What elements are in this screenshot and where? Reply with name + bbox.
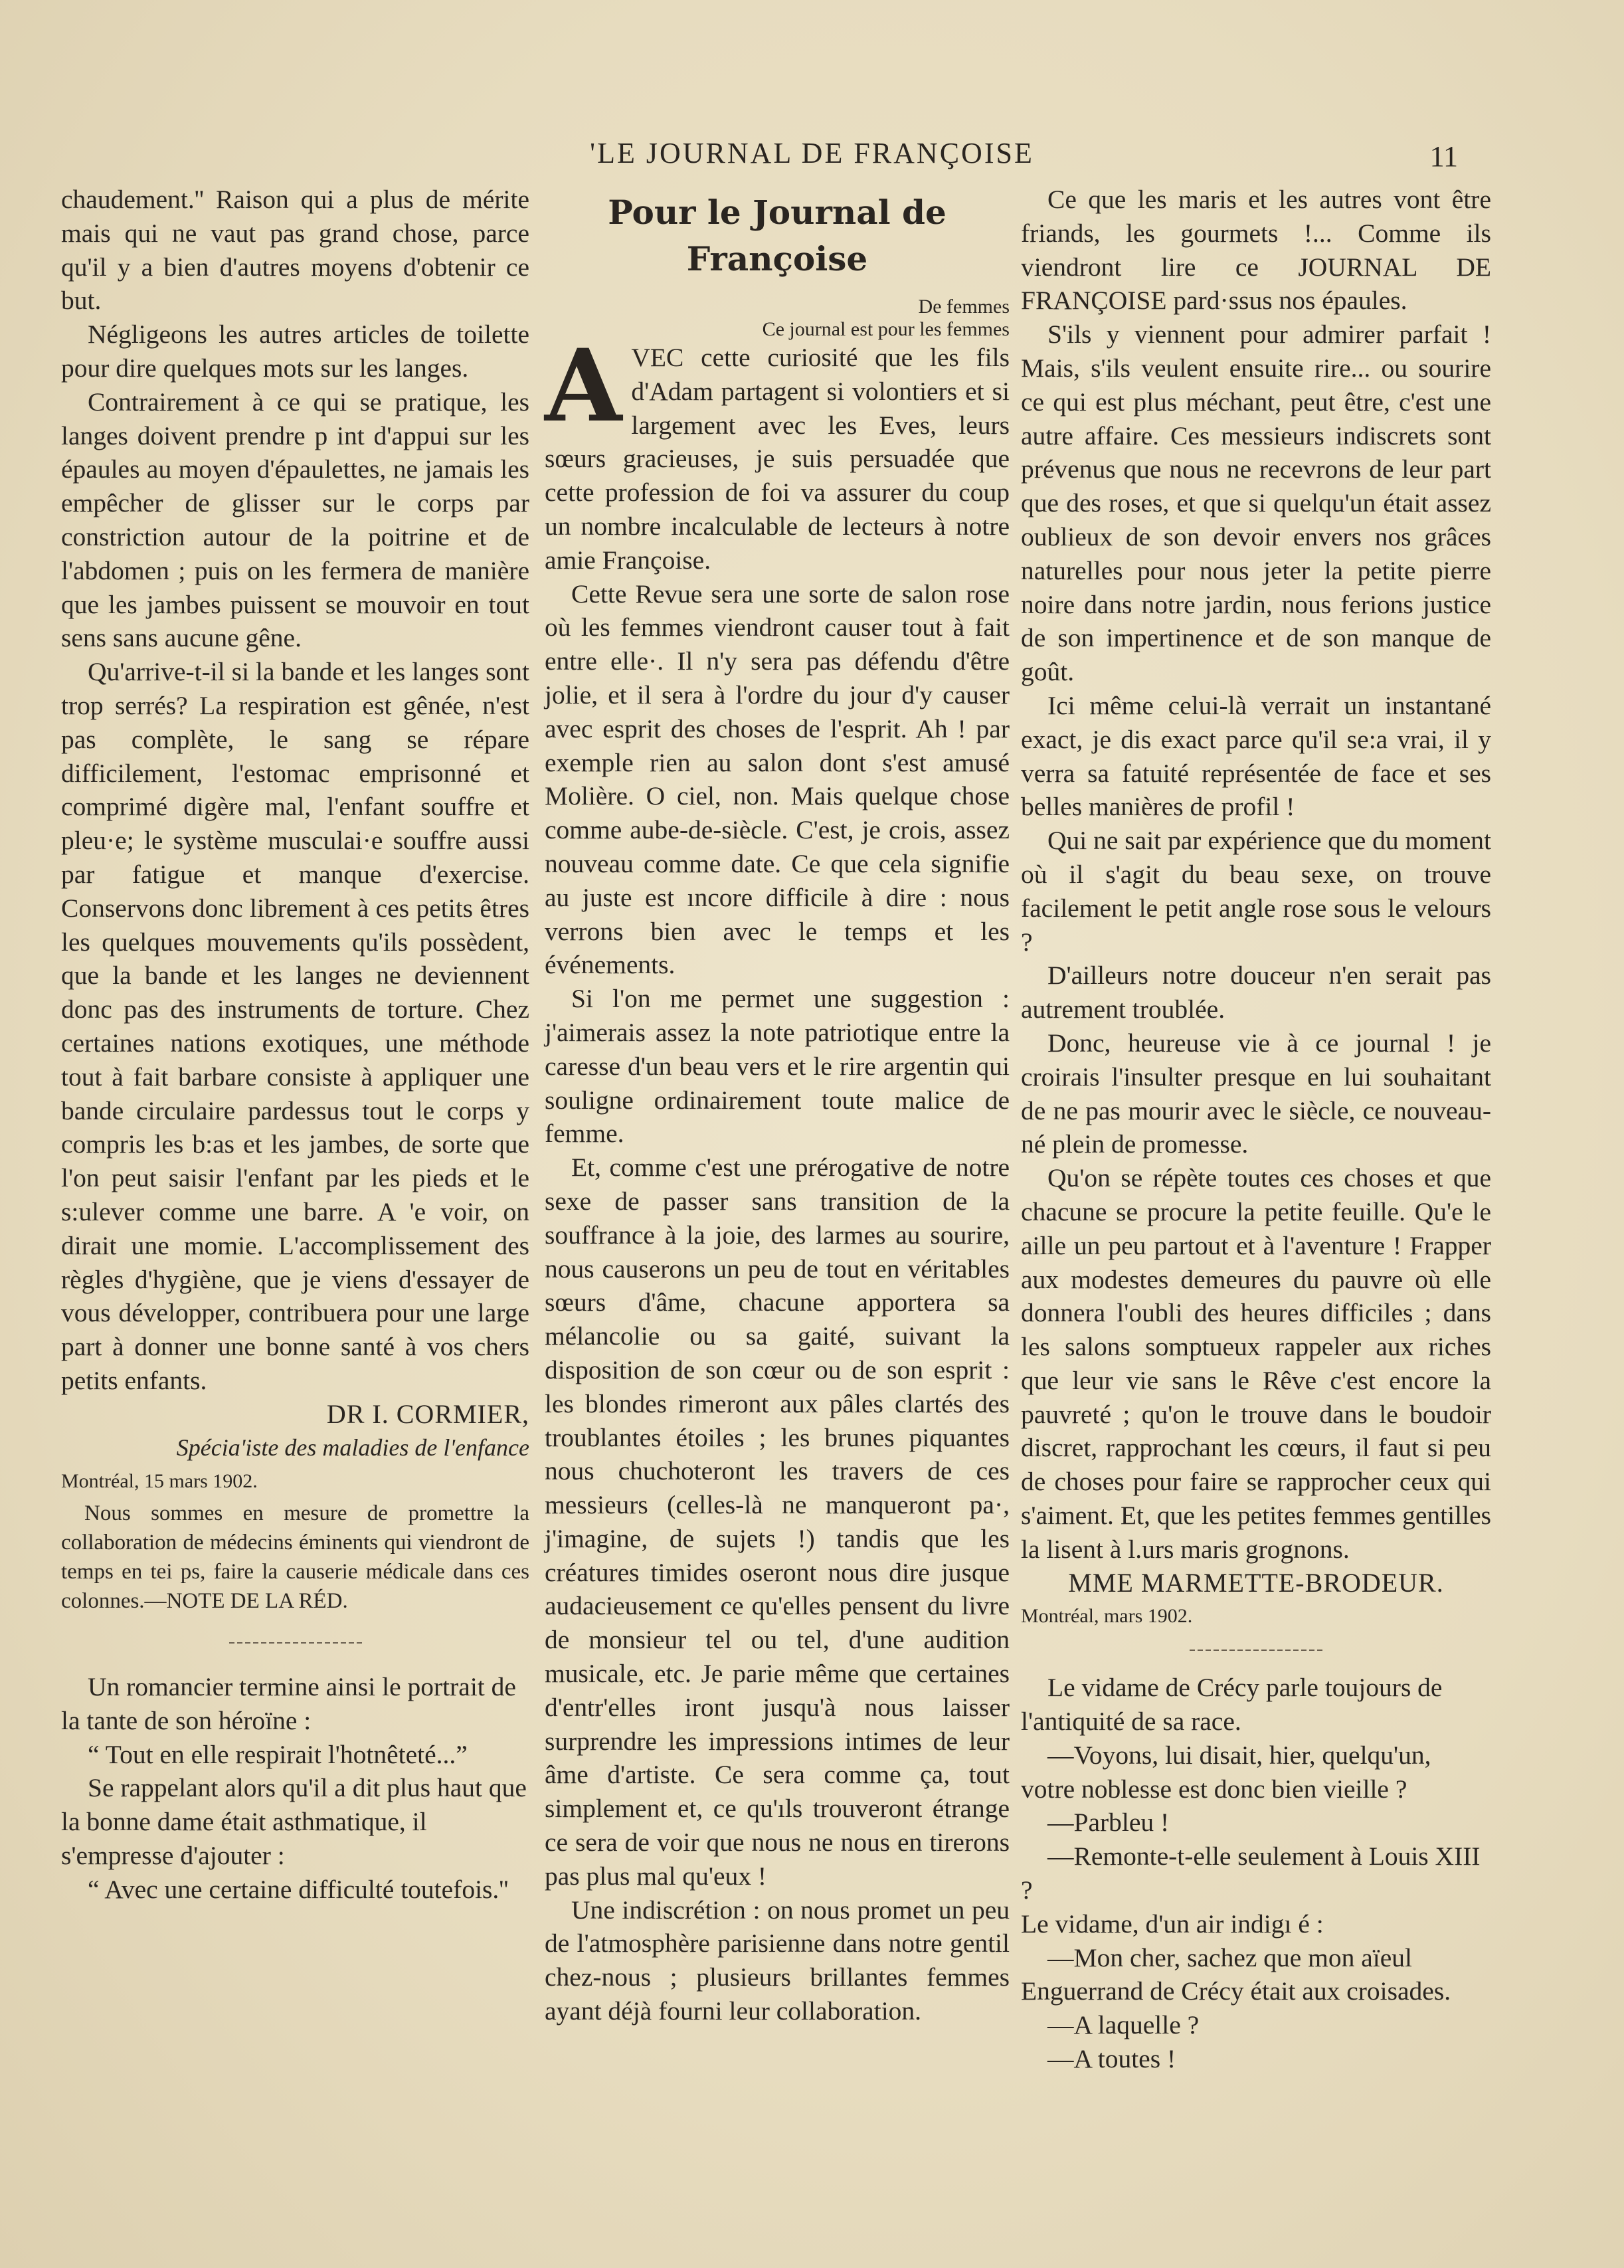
- anecdote: [61, 1670, 529, 1907]
- paragraph: Un romancier termine ainsi le portrait de la tante de son héroïne :: [61, 1672, 516, 1735]
- paragraph: Le vidame de Crécy parle toujours de l'antiquité de sa race.: [1021, 1673, 1443, 1737]
- paragraph: Le vidame, d'un air indigı é :: [1021, 1909, 1324, 1938]
- paragraph: Ce que les maris et les autres vont être friands, les gourmets !... Comme ils viendront lire ce JOURNAL DE FRANÇOISE pard·ssus nos épaules.: [1021, 185, 1491, 316]
- author-signature: DR I. CORMIER,: [326, 1398, 529, 1429]
- section-divider: [229, 1642, 362, 1644]
- paragraph: Si l'on me permet une suggestion : j'aimerais assez la note patriotique entre la caresse d'un beau vers et le rire argentin qui souligne ordinairement toute malice de femme.: [545, 984, 1010, 1149]
- paragraph: “ Avec une certaine difficulté toutefois.'': [88, 1874, 509, 1904]
- paragraph: —A laquelle ?: [1047, 2010, 1200, 2040]
- running-title: 'LE JOURNAL DE FRANÇOISE: [590, 137, 1034, 169]
- paragraph: Se rappelant alors qu'il a dit plus haut que la bonne dame était asthmatique, il s'empresse d'ajouter :: [61, 1773, 527, 1871]
- epigraph-line: De femmes: [918, 296, 1010, 318]
- paragraph: Et, comme c'est une prérogative de notre sexe de passer sans transition de la souffrance à la joie, des larmes au sourire, nous causerons un peu de tout en véritables sœurs d'âme, chacune apportera sa mélancolie ou sa gaité, suivant la disposition de son cœur ou de son esprit : les blondes rimeront aux pâles clartés des troublantes étoiles ; les brunes piquantes nous chuchoteront les travers de ces messieurs (celles-là ne manqueront pa·, j'imagine, de sujets !) tandis que les créatures timides oseront nous dire jusque audacieusement ce qu'elles pensent du livre de monsieur tel ou tel, d'une audition musicale, etc. Je parie même que certaines d'entr'elles iront jusqu'à nous laisser surprendre les impressions intimes de leur âme d'artiste. Ce sera comme ça, tout simplement et, ce qu'ıls trouveront étrange ce sera de voir que nous ne nous en tirerons pas plus mal qu'eux !: [545, 1153, 1010, 1891]
- paragraph: chaudement.'' Raison qui a plus de mérite mais qui ne vaut pas grand chose, parce qu'il y a bien d'autres moyens d'obtenir ce but.: [61, 185, 529, 316]
- editor-note-credit: NOTE DE LA RÉD.: [166, 1589, 348, 1614]
- paragraph: —Voyons, lui disait, hier, quelqu'un, votre noblesse est donc bien vieille ?: [1021, 1740, 1431, 1804]
- epigraph-line: Ce journal est pour les femmes: [762, 318, 1010, 340]
- paragraph: —A toutes !: [1047, 2044, 1176, 2074]
- paragraph: “ Tout en elle respirait l'hotnêteté...”: [88, 1739, 468, 1769]
- dateline: Montréal, mars 1902.: [1021, 1605, 1193, 1628]
- article-title: Pour le Journal de Françoise: [608, 193, 947, 278]
- paragraph: Donc, heureuse vie à ce journal ! je croirais l'insulter presque en lui souhaitant de ne pas mourir avec le siècle, ce nouveau-né plein de promesse.: [1021, 1028, 1491, 1159]
- column-left: [61, 183, 529, 1907]
- paragraph: —Remonte-t-elle seulement à Louis XIII ?: [1021, 1842, 1481, 1905]
- editor-note: [61, 1499, 529, 1616]
- paragraph: Une indiscrétion : on nous promet un peu de l'atmosphère parisienne dans notre gentil chez-nous ; plusieurs brillantes femmes ayant déjà fourni leur collaboration.: [545, 1895, 1010, 2026]
- column-center: [545, 183, 1010, 2028]
- paragraph: —Parbleu !: [1047, 1808, 1170, 1838]
- paragraph: S'ils y viennent pour admirer parfait ! Mais, s'ils veulent ensuite rire... ou sourire ce qui est plus méchant, peut être, c'est une autre affaire. Ces messieurs indiscrets sont prévenus que nous ne recevrons de leur part que des roses, et que si quelqu'un était assez oublieux de son devoir envers nos grâces naturelles pour nous jeter la petite pierre noire dans notre jardin, nous ferions justice de son impertinence et de son manque de goût.: [1021, 320, 1491, 687]
- page-number: 11: [1429, 140, 1458, 173]
- author-signature: MME MARMETTE-BRODEUR.: [1068, 1567, 1444, 1598]
- section-divider: [1190, 1650, 1322, 1651]
- column-right: [1021, 183, 1491, 2076]
- paragraph: Qu'on se répète toutes ces choses et que chacune se procure la petite feuille. Qu'e le aille un peu partout et à l'aventure ! Frapper aux modestes demeures du pauvre où elle donnera l'oubli des heures difficiles ; dans les salons somptueux rappeler aux riches que leur vie sans le Rêve c'est encore la pauvreté ; qu'on le trouve dans le boudoir discret, rapprochant les cœurs, il faut si peu de choses pour faire se rapprocher ceux qui s'aiment. Et, que les petites femmes gentilles la lisent à l.urs maris grognons.: [1021, 1163, 1491, 1564]
- drop-cap: A: [545, 328, 622, 444]
- paragraph: Ici même celui-là verrait un instantané exact, je dis exact parce qu'il se:a vrai, il y verra sa fatuité représentée de face et ses belles manières de profil !: [1021, 690, 1491, 822]
- paragraph: Contrairement à ce qui se pratique, les langes doivent prendre p int d'appui sur les épaules au moyen d'épaulettes, ne jamais les empêcher de glisser sur le corps par constriction autour de la poitrine et de l'abdomen ; puis on les fermera de manière que les jambes puissent se mouvoir en tout sens sans aucune gêne.: [61, 387, 529, 653]
- paragraph-text: VEC cette curiosité que les fils d'Adam partagent si volontiers et si largement avec les Eves, leurs sœurs gracieuses, je suis persuadée que cette profession de foi va assurer du coup un nombre incalculable de lecteurs à notre amie Françoise.: [545, 343, 1010, 575]
- paragraph: Qui ne sait par expérience que du moment où il s'agit du beau sexe, on trouve facilement le petit angle rose sous le velours ?: [1021, 826, 1491, 957]
- paragraph: D'ailleurs notre douceur n'en serait pas autrement troublée.: [1021, 961, 1491, 1024]
- paragraph: Qu'arrive-t-il si la bande et les langes sont trop serrés? La respiration est gênée, n'est pas complète, le sang se répare difficilement, l'estomac emprisonné et comprimé digère mal, l'enfant souffre et pleu·e; le système musculai·e souffre aussi par fatigue et manque d'exercise. Conservons donc librement à ces petits êtres les quelques mouvements qu'ils possèdent, que la bande et les langes ne deviennent donc pas des instruments de torture. Chez certaines nations exotiques, une méthode tout à fait barbare consiste à appliquer une bande circulaire pardessus tout le corps y compris les b:as et les jambes, de sorte que l'on peut saisir l'enfant par les pieds et le s:ulever comme une barre. A 'e voir, on dirait une momie. L'accomplissement des règles d'hygiène, que je viens d'essayer de vous développer, contribuera pour une large part à donner une bonne santé à vos chers petits enfants.: [61, 657, 529, 1395]
- paragraph: Négligeons les autres articles de toilette pour dire quelques mots sur les langes.: [61, 320, 529, 383]
- dateline: Montréal, 15 mars 1902.: [61, 1470, 258, 1493]
- anecdote: [1021, 1671, 1491, 2076]
- paragraph: —Mon cher, sachez que mon aïeul Enguerrand de Crécy était aux croisades.: [1021, 1942, 1451, 2006]
- editor-note-text: Nous sommes en mesure de promettre la collaboration de médecins éminents qui viendront de temps en tei ps, faire la causerie médicale dans ces colonnes.—: [61, 1501, 529, 1614]
- paragraph: Cette Revue sera une sorte de salon rose où les femmes viendront causer tout à fait entre elle·. Il n'y sera pas défendu d'être jolie, et il sera à l'ordre du jour d'y causer avec esprit des choses de l'esprit. Ah ! par exemple rien au salon dont s'est amusé Molière. O ciel, non. Mais quelque chose comme aube-de-siècle. C'est, je crois, assez nouveau comme date. Ce que cela signifie au juste est ıncore difficile à dire : nous verrons bien avec le temps et les événements.: [545, 579, 1010, 980]
- author-title: Spécia'iste des maladies de l'enfance: [176, 1434, 529, 1462]
